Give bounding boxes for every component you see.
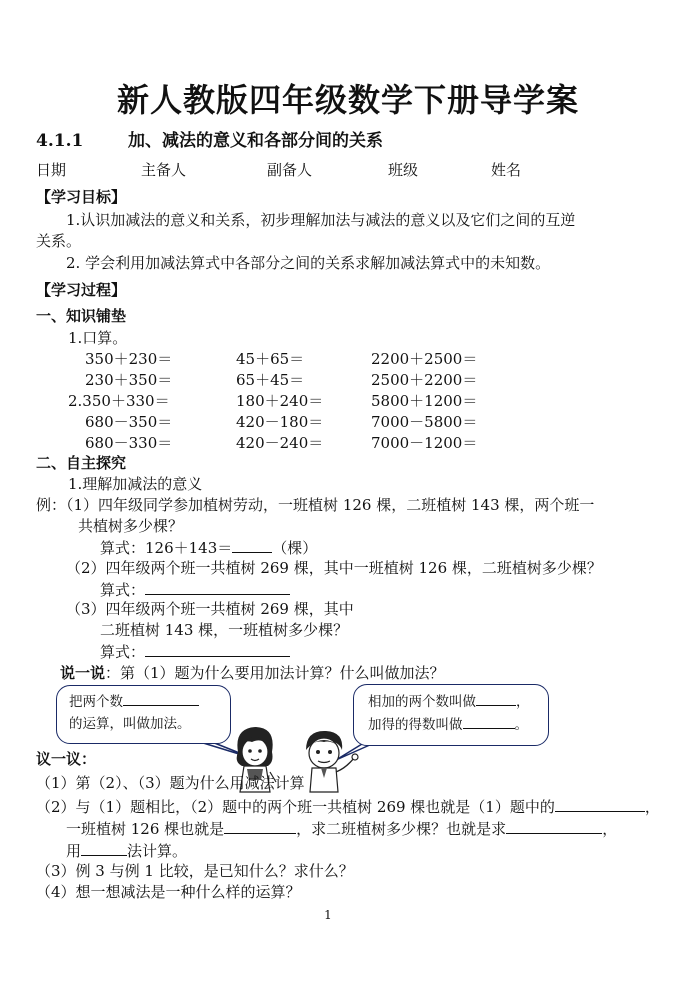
process-heading: 【学习过程】 [36,281,127,299]
subsection-1-title: 1.理解加减法的意义 [68,475,203,493]
example-1-formula [100,537,317,558]
section-2-heading: 二、自主探究 [36,454,127,472]
discuss-q2-comma-1: ， [644,798,660,816]
discuss-q2-text-1: （2）与（1）题相比，（2）题中的两个班一共植树 269 棵也就是（1）题中的 [36,798,555,816]
example-2-formula-blank[interactable] [145,579,290,595]
example-1-line-1: 例：（1）四年级同学参加植树劳动，一班植树 126 棵，二班植树 143 棵，两个班一 [36,496,595,514]
calc-r2-c3: 2500＋2200＝ [371,371,478,389]
left-bubble-blank[interactable] [123,692,199,706]
say-a-say-prompt [60,663,445,683]
calc-r3-c1: 2.350＋330＝ [68,392,170,410]
discuss-q2-text-3: ，求二班植树多少棵？也就是求 [296,820,507,838]
discuss-q2-blank-1[interactable] [555,796,645,812]
calc-r3-c3: 5800＋1200＝ [371,392,478,410]
example-1-answer-blank[interactable] [232,537,272,553]
calc-r2-c1: 230＋350＝ [85,371,173,389]
discuss-q3: （3）例 3 与例 1 比较，是已知什么？求什么？ [36,862,354,880]
discuss-q1: （1）第（2）、（3）题为什么用减法计算 [36,774,305,792]
main-preparer-label: 主备人 [141,161,187,179]
discuss-q2-blank-2[interactable] [224,818,296,834]
calc-r1-c2: 45＋65＝ [236,350,305,368]
example-2-formula-label: 算式： [100,581,146,599]
right-bubble-line-2 [368,714,528,736]
example-1-unit: （棵） [272,539,318,557]
say-label: 说一说 [60,664,106,682]
calc-r5-c2: 420－240＝ [236,434,324,452]
example-3-formula-label: 算式： [100,643,146,661]
calc-r5-c1: 680－330＝ [85,434,173,452]
section-1-heading: 一、知识铺垫 [36,307,127,325]
page-title: 新人教版四年级数学下册导学案 [116,81,579,119]
boy-cartoon-icon [300,728,360,794]
calc-r2-c2: 65＋45＝ [236,371,305,389]
example-2-formula [100,579,290,600]
discuss-heading: 议一议： [36,750,97,768]
calc-r1-c1: 350＋230＝ [85,350,173,368]
page-number: 1 [324,908,332,922]
right-bubble-blank-2[interactable] [463,715,515,729]
right-speech-bubble [353,684,549,746]
calc-r5-c3: 7000－1200＝ [371,434,478,452]
right-bubble-blank-1[interactable] [476,692,516,706]
goal-2: 2. 学会利用加减法算式中各部分之间的关系求解加减法算式中的未知数。 [66,254,551,272]
lesson-number: 4.1.1 [36,131,84,151]
example-3-formula [100,641,290,662]
discuss-q2-comma-2: ， [602,820,618,838]
discuss-q2-use: 用 [66,842,82,860]
discuss-q2-line-2 [66,818,617,839]
discuss-q2-blank-4[interactable] [81,840,127,856]
goal-1-line-1: 1.认识加减法的意义和关系，初步理解加法与减法的意义以及它们之间的互逆 [66,211,576,229]
example-1-line-2: 共植树多少棵？ [78,517,184,535]
goal-1-line-2: 关系。 [36,232,82,250]
calc-r3-c2: 180＋240＝ [236,392,324,410]
left-bubble-line-1 [69,691,199,713]
example-3-line-2: 二班植树 143 棵，一班植树多少棵？ [100,621,349,639]
example-1-formula-text: 算式：126＋143＝ [100,539,233,557]
right-bubble-comma: ， [516,694,530,710]
discuss-q2-line-1 [36,796,660,817]
discuss-q4: （4）想一想减法是一种什么样的运算？ [36,883,301,901]
right-bubble-line-1 [368,691,530,713]
right-bubble-period: 。 [514,717,528,733]
left-bubble-line-2: 的运算，叫做加法。 [69,716,191,732]
say-question: ：第（1）题为什么要用加法计算？什么叫做加法？ [105,664,445,682]
lesson-title: 加、减法的意义和各部分间的关系 [128,131,383,151]
goals-heading: 【学习目标】 [36,188,127,206]
right-bubble-text-1: 相加的两个数叫做 [368,694,476,710]
calc-r1-c3: 2200＋2500＝ [371,350,478,368]
discuss-q2-line-3 [66,840,187,861]
example-2-line: （2）四年级两个班一共植树 269 棵，其中一班植树 126 棵，二班植树多少棵？ [66,559,602,577]
calc-r4-c1: 680－350＝ [85,413,173,431]
date-field-label: 日期 [36,161,67,179]
discuss-q2-method: 法计算。 [127,842,188,860]
example-3-line-1: （3）四年级两个班一共植树 269 棵，其中 [66,600,354,618]
left-bubble-text-1: 把两个数 [69,694,123,710]
right-bubble-text-2: 加得的得数叫做 [368,717,463,733]
left-speech-bubble [56,685,231,744]
assistant-preparer-label: 副备人 [267,161,313,179]
oral-calc-label: 1.口算。 [68,329,128,347]
discuss-q2-text-2: 一班植树 126 棵也就是 [66,820,225,838]
class-field-label: 班级 [388,161,419,179]
example-3-formula-blank[interactable] [145,641,290,657]
calc-r4-c3: 7000－5800＝ [371,413,478,431]
discuss-q2-blank-3[interactable] [506,818,602,834]
name-field-label: 姓名 [491,161,522,179]
calc-r4-c2: 420－180＝ [236,413,324,431]
